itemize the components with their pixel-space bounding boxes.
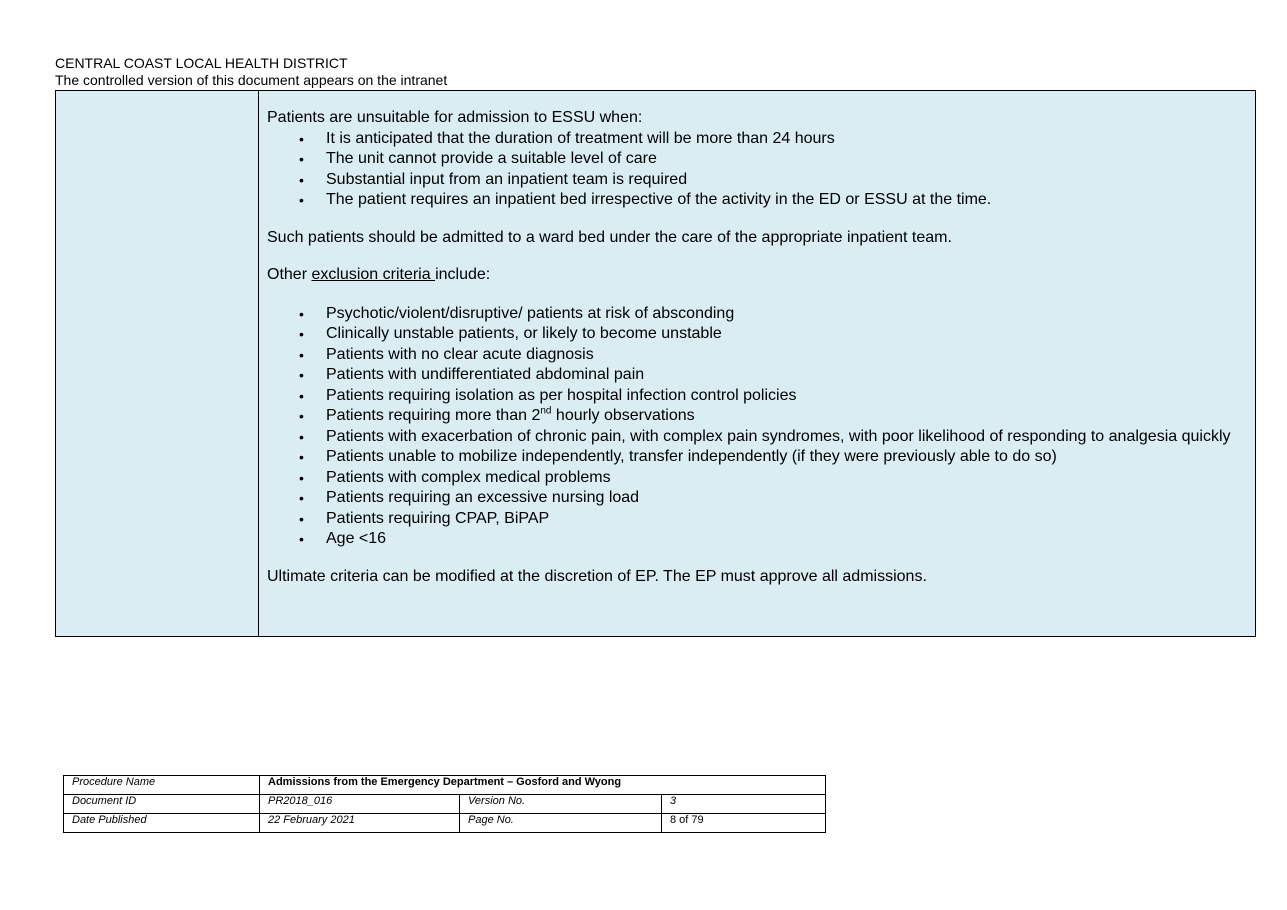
table-row: [64, 776, 826, 795]
controlled-version-notice: The controlled version of this document appears on the intranet: [55, 72, 448, 88]
version-label: Version No.: [460, 795, 662, 814]
bullet-icon: •: [299, 531, 304, 547]
list-item: • It is anticipated that the duration of treatment will be more than 24 hours: [267, 129, 1247, 150]
table-right-cell: [259, 91, 1255, 636]
list-item: • Patients with exacerbation of chronic pain, with complex pain syndromes, with poor likelihood of responding to analgesia quickly: [267, 427, 1247, 448]
list-item: • Psychotic/violent/disruptive/ patients at risk of absconding: [267, 304, 1247, 325]
bullet-icon: •: [299, 449, 304, 465]
table-row: [64, 795, 826, 814]
bullet-icon: •: [299, 326, 304, 342]
list-item: • Clinically unstable patients, or likely to become unstable: [267, 324, 1247, 345]
page-number-value: 8 of 79: [662, 814, 826, 833]
closing-note: Ultimate criteria can be modified at the discretion of EP. The EP must approve all admissions.: [267, 567, 927, 585]
bullet-icon: •: [299, 469, 304, 486]
list-item: • The unit cannot provide a suitable level of care: [267, 149, 1247, 170]
bullet-icon: •: [299, 490, 304, 506]
criteria-table: [55, 90, 1256, 637]
document-header: [55, 55, 447, 89]
list-item: • Patients requiring more than 2nd hourly observations: [267, 406, 1247, 427]
procedure-name-label: Procedure Name: [64, 776, 260, 795]
table-row: [64, 814, 826, 833]
list-item: • Patients with no clear acute diagnosis: [267, 345, 1247, 366]
list-item: • The patient requires an inpatient bed irrespective of the activity in the ED or ESSU at the time.: [267, 190, 1247, 211]
list-item: • Patients with undifferentiated abdominal pain: [267, 365, 1247, 386]
admit-note: Such patients should be admitted to a ward bed under the care of the appropriate inpatient team.: [267, 228, 952, 246]
date-published-value: 22 February 2021: [260, 814, 460, 833]
list-item: • Substantial input from an inpatient team is required: [267, 170, 1247, 191]
bullet-icon: •: [299, 192, 304, 208]
exclusion-intro: Other exclusion criteria include:: [267, 266, 491, 283]
list-item: • Patients requiring CPAP, BiPAP: [267, 509, 1247, 530]
list-item: • Age <16: [267, 529, 1247, 550]
document-id-label: Document ID: [64, 795, 260, 814]
date-published-label: Date Published: [64, 814, 260, 833]
bullet-icon: •: [299, 428, 304, 445]
table-left-cell: [56, 91, 259, 636]
page-number-label: Page No.: [460, 814, 662, 833]
organization-name: CENTRAL COAST LOCAL HEALTH DISTRICT: [55, 55, 348, 71]
list-item: • Patients requiring isolation as per hospital infection control policies: [267, 386, 1247, 407]
list-item: • Patients unable to mobilize independently, transfer independently (if they were previously able to do so): [267, 447, 1247, 468]
bullet-icon: •: [299, 171, 304, 188]
exclusion-criteria-link[interactable]: exclusion criteria: [311, 266, 436, 283]
procedure-name-value: Admissions from the Emergency Department – Gosford and Wyong: [260, 776, 826, 795]
bullet-icon: •: [299, 408, 304, 424]
bullet-icon: •: [299, 510, 304, 527]
document-footer-table: [63, 775, 826, 833]
bullet-icon: •: [299, 387, 304, 404]
ordinal-superscript: nd: [540, 405, 552, 417]
list-item: • Patients with complex medical problems: [267, 468, 1247, 489]
unsuitable-intro: Patients are unsuitable for admission to ESSU when:: [267, 109, 643, 126]
bullet-icon: •: [299, 130, 304, 147]
document-id-value: PR2018_016: [260, 795, 460, 814]
bullet-icon: •: [299, 151, 304, 167]
bullet-icon: •: [299, 367, 304, 383]
version-value: 3: [662, 795, 826, 814]
list-item: • Patients requiring an excessive nursing load: [267, 488, 1247, 509]
exclusion-list: [267, 304, 1247, 550]
bullet-icon: •: [299, 346, 304, 363]
unsuitable-list: [267, 129, 1247, 211]
bullet-icon: •: [299, 305, 304, 322]
